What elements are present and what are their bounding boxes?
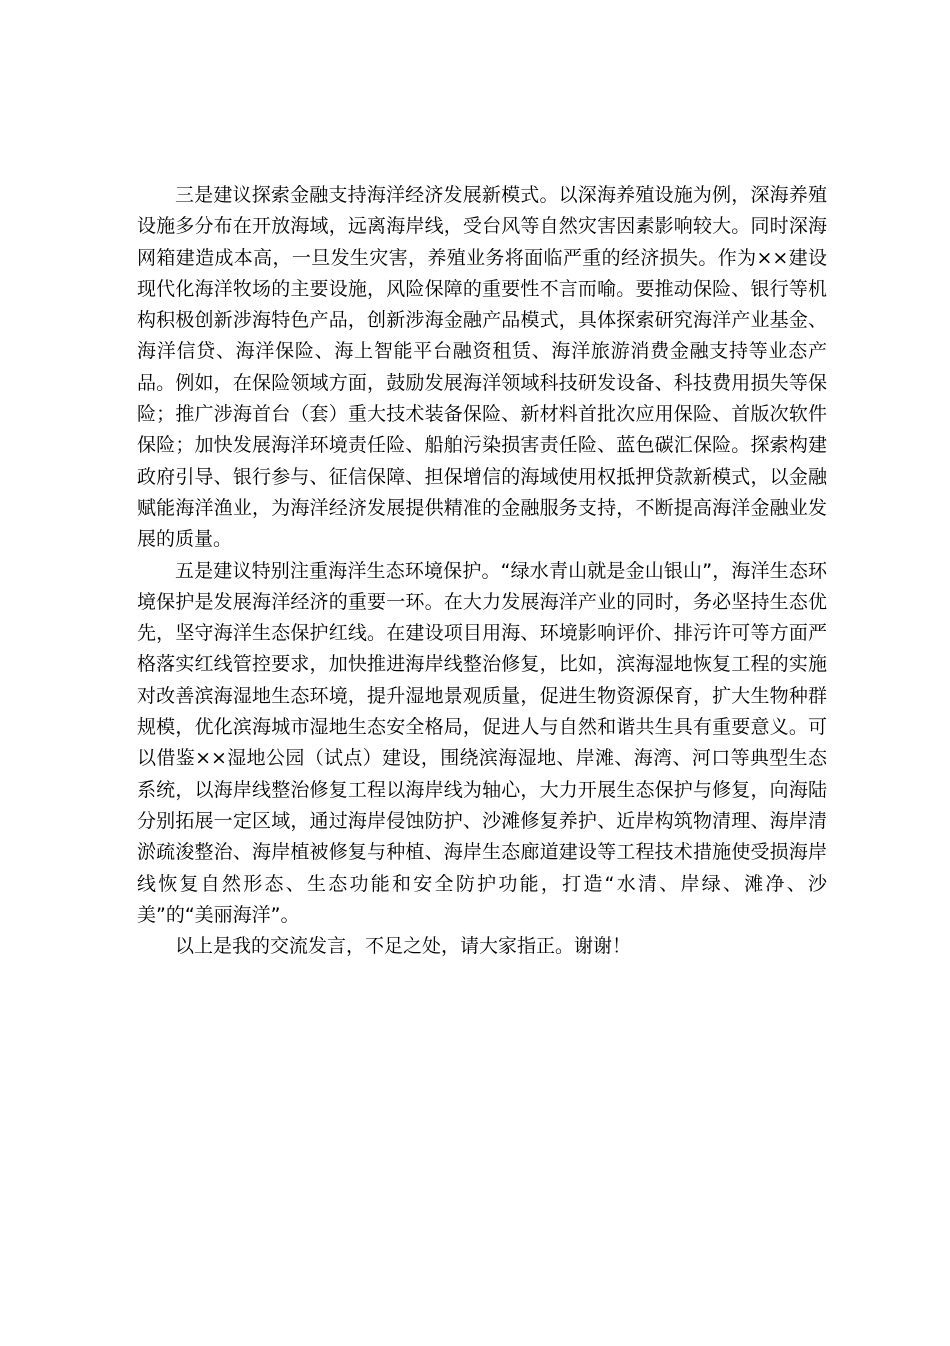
document-body [137,180,827,962]
paragraph-finance-model: 三是建议探索金融支持海洋经济发展新模式。以深海养殖设施为例，深海养殖设施多分布在开放海域，远离海岸线，受台风等自然灾害因素影响较大。同时深海网箱建造成本高，一旦发生灾害，养殖业务将面临严重的经济损失。作为××建设现代化海洋牧场的主要设施，风险保障的重要性不言而喻。要推动保险、银行等机构积极创新涉海特色产品，创新涉海金融产品模式，具体探索研究海洋产业基金、海洋信贷、海洋保险、海上智能平台融资租赁、海洋旅游消费金融支持等业态产品。例如，在保险领域方面，鼓励发展海洋领域科技研发设备、科技费用损失等保险；推广涉海首台（套）重大技术装备保险、新材料首批次应用保险、首版次软件保险；加快发展海洋环境责任险、船舶污染损害责任险、蓝色碳汇保险。探索构建政府引导、银行参与、征信保障、担保增信的海域使用权抵押贷款新模式，以金融赋能海洋渔业，为海洋经济发展提供精准的金融服务支持，不断提高海洋金融业发展的质量。 [137,184,827,551]
paragraph-closing: 以上是我的交流发言，不足之处，请大家指正。谢谢！ [175,935,632,958]
paragraph-ecology-protection: 五是建议特别注重海洋生态环境保护。“绿水青山就是金山银山”，海洋生态环境保护是发展海洋经济的重要一环。在大力发展海洋产业的同时，务必坚持生态优先，坚守海洋生态保护红线。在建设项目用海、环境影响评价、排污许可等方面严格落实红线管控要求，加快推进海岸线整治修复，比如，滨海湿地恢复工程的实施对改善滨海湿地生态环境，提升湿地景观质量，促进生物资源保育，扩大生物种群规模，优化滨海城市湿地生态安全格局，促进人与自然和谐共生具有重要意义。可以借鉴××湿地公园（试点）建设，围绕滨海湿地、岸滩、海湾、河口等典型生态系统，以海岸线整治修复工程以海岸线为轴心，大力开展生态保护与修复，向海陆分别拓展一定区域，通过海岸侵蚀防护、沙滩修复养护、近岸构筑物清理、海岸清淤疏浚整治、海岸植被修复与种植、海岸生态廊道建设等工程技术措施使受损海岸线恢复自然形态、生态功能和安全防护功能，打造“水清、岸绿、滩净、沙美”的“美丽海洋”。 [137,559,827,926]
